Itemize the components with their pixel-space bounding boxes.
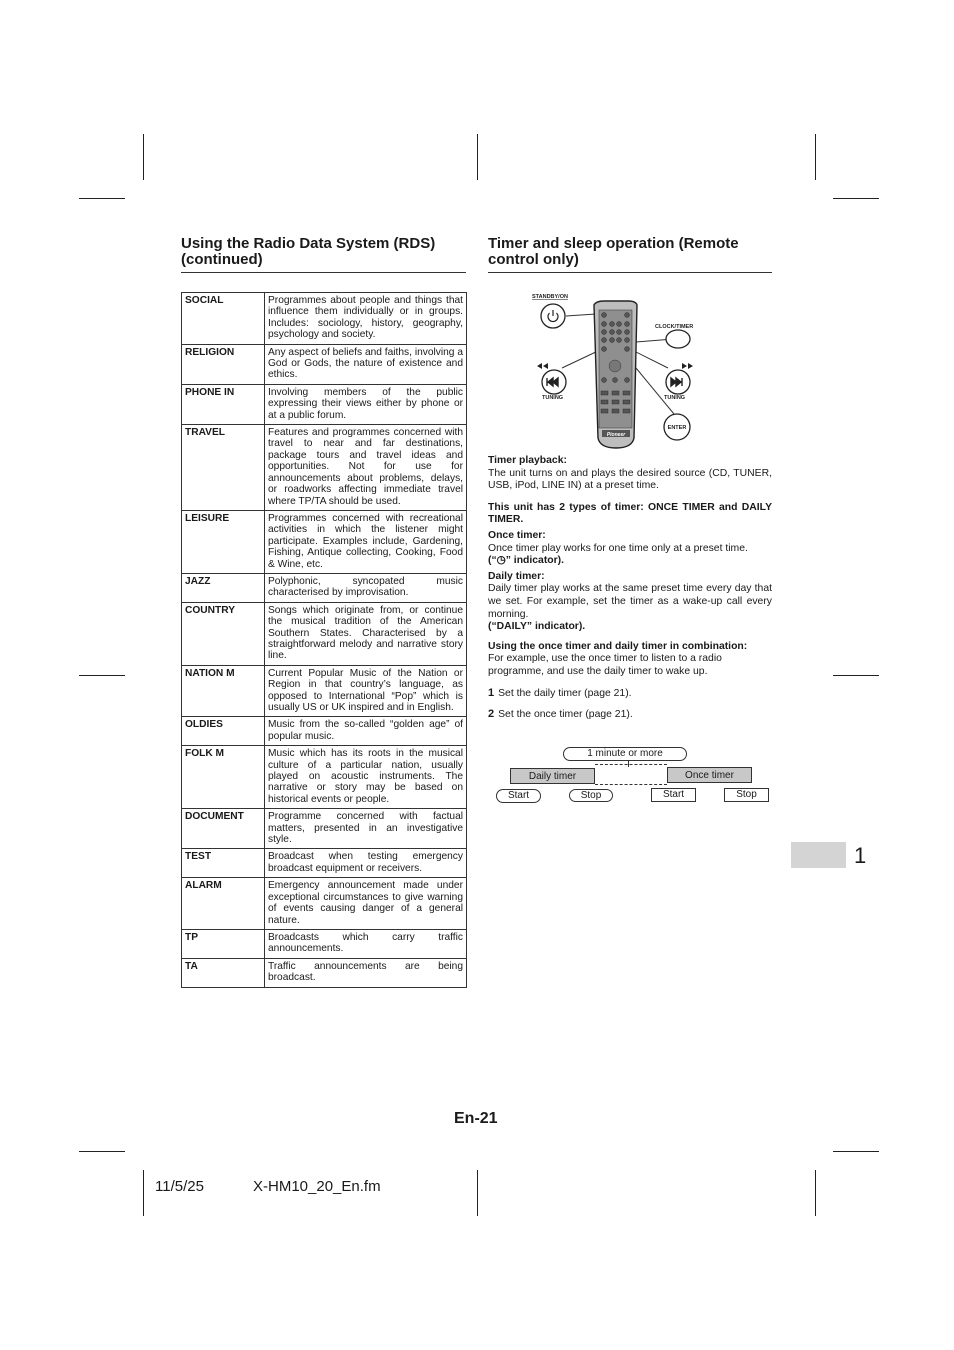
once-timer-indicator: (“◷” indicator). [488,555,565,567]
program-type-description: Any aspect of beliefs and faiths, involving a God or Gods, the nature of existence and ethics. [265,344,467,384]
program-type-description: Broadcast when testing emergency broadcast equipment or receivers. [265,849,467,878]
combo-text: For example, use the once timer to listen to a radio programme, and use the daily timer to wake up. [488,653,722,677]
gap-dashed-box [595,764,667,785]
daily-timer-bar: Daily timer [510,768,595,784]
clock-timer-button [666,330,690,348]
program-type-description: Emergency announcement made under exceptional circumstances to give warning of events causing danger of a general nature. [265,878,467,930]
program-type-name: TP [182,929,265,958]
footer-date: 11/5/25 [155,1178,204,1195]
rds-title-line1: Using the Radio Data System (RDS) [181,235,436,252]
start-label: Start [651,788,696,802]
program-type-description: Programmes about people and things that influence them individually or in groups. Includes: sociology, history, geography, psychology and society. [265,293,467,345]
timer-title-line2: control only) [488,251,579,268]
gap-label: 1 minute or more [563,747,687,761]
start-label: Start [496,789,541,803]
enter-label: ENTER [667,425,687,431]
crop-mark [79,675,125,676]
crop-mark [833,198,879,199]
program-type-name: JAZZ [182,573,265,602]
crop-mark [815,1170,816,1216]
timer-playback-heading: Timer playback: [488,455,567,466]
program-type-description: Involving members of the public expressing their views either by phone or at a public forum. [265,384,467,424]
table-row [182,384,467,424]
table-row [182,849,467,878]
tuning-left-label: TUNING [542,395,564,401]
program-type-description: Songs which originate from, or continue the musical tradition of the American Southern States. Characterised by a straightforward melody and narrative story line. [265,602,467,665]
stop-label: Stop [724,788,769,802]
table-row [182,746,467,809]
page-number: En-21 [454,1110,498,1127]
daily-timer-heading: Daily timer: [488,570,545,582]
program-type-name: PHONE IN [182,384,265,424]
table-row [182,665,467,717]
section-rule [181,272,466,273]
rewind-arrows-icon [537,363,548,369]
rds-program-type-table [181,292,467,988]
timer-body-text [488,455,772,722]
program-type-name: ALARM [182,878,265,930]
combo-heading: Using the once timer and daily timer in combination: [488,640,748,652]
step-number: 1 [488,686,495,699]
timer-types-text: This unit has 2 types of timer: ONCE TIMER and DAILY TIMER. [488,501,772,526]
table-row [182,929,467,958]
program-type-name: LEISURE [182,510,265,573]
program-type-name: TRAVEL [182,425,265,511]
crop-mark [477,1170,478,1216]
tuning-right-label: TUNING [664,395,686,401]
program-type-description: Programme concerned with factual matters, presented in an investigative style. [265,809,467,849]
table-row [182,425,467,511]
program-type-description: Music from the so-called “golden age” of popular music. [265,717,467,746]
table-row [182,809,467,849]
clock-timer-label: CLOCK/TIMER [655,324,694,330]
timer-playback-text: The unit turns on and plays the desired source (CD, TUNER, USB, iPod, LINE IN) at a preset time. [488,467,772,492]
once-timer-heading: Once timer: [488,529,546,541]
rds-title-line2: (continued) [181,251,263,268]
crop-mark [833,675,879,676]
timer-section-title [488,236,778,268]
table-row [182,717,467,746]
daily-timer-indicator: (“DAILY” indicator). [488,621,586,633]
program-type-name: DOCUMENT [182,809,265,849]
table-row [182,573,467,602]
table-row [182,602,467,665]
program-type-description: Programmes concerned with recreational activities in which the listener might participate. Examples include, Gardening, Fishing, Antique collecting, Cooking, Food & Wine, etc. [265,510,467,573]
once-timer-text: Once timer play works for one time only at a preset time. [488,542,748,554]
program-type-description: Features and programmes concerned with travel to near and far destinations, package tours and travel ideas and opportunities. Not for use for announcements about problems, delays, or roadworks affecting immediate travel where TP/TA should be used. [265,425,467,511]
step-text: Set the daily timer (page 21). [498,687,632,699]
crop-mark [833,1151,879,1152]
program-type-name: OLDIES [182,717,265,746]
crop-mark [79,1151,125,1152]
step-text: Set the once timer (page 21). [498,709,633,721]
standby-label: STANDBY/ON [532,294,568,300]
program-type-name: SOCIAL [182,293,265,345]
program-type-description: Traffic announcements are being broadcast. [265,958,467,987]
timer-title-line1: Timer and sleep operation (Remote [488,235,739,252]
daily-timer-text: Daily timer play works at the same preset time every day that we set. For example, set the timer as a wake-up call every morning. [488,583,772,620]
crop-mark [79,198,125,199]
footer-filename: X-HM10_20_En.fm [253,1178,381,1195]
step-number: 2 [488,708,495,721]
program-type-description: Music which has its roots in the musical culture of a particular nation, usually played on acoustic instruments. The narrative or story may be based on historical events or people. [265,746,467,809]
program-type-name: NATION M [182,665,265,717]
table-row [182,510,467,573]
program-type-name: TEST [182,849,265,878]
brand-label: Pioneer [606,432,626,438]
side-tab-number: 1 [854,843,867,868]
table-row [182,293,467,345]
table-row [182,344,467,384]
table-row [182,878,467,930]
program-type-name: TA [182,958,265,987]
program-type-description: Broadcasts which carry traffic announcements. [265,929,467,958]
program-type-description: Polyphonic, syncopated music characterised by improvisation. [265,573,467,602]
crop-mark [815,134,816,180]
once-timer-bar: Once timer [667,767,752,783]
program-type-name: COUNTRY [182,602,265,665]
program-type-name: FOLK M [182,746,265,809]
program-type-description: Current Popular Music of the Nation or Region in that country’s language, as opposed to International “Pop” which is usually US or UK inspired and in English. [265,665,467,717]
program-type-name: RELIGION [182,344,265,384]
crop-mark [477,134,478,180]
rds-section-title [181,236,471,268]
table-row [182,958,467,987]
crop-mark [143,1170,144,1216]
crop-mark [143,134,144,180]
side-tab [791,842,846,868]
section-rule [488,272,772,273]
step-item [488,687,772,701]
stop-label: Stop [569,789,613,802]
step-item [488,708,772,722]
remote-control-illustration [528,288,708,454]
fast-forward-arrows-icon [682,363,693,369]
